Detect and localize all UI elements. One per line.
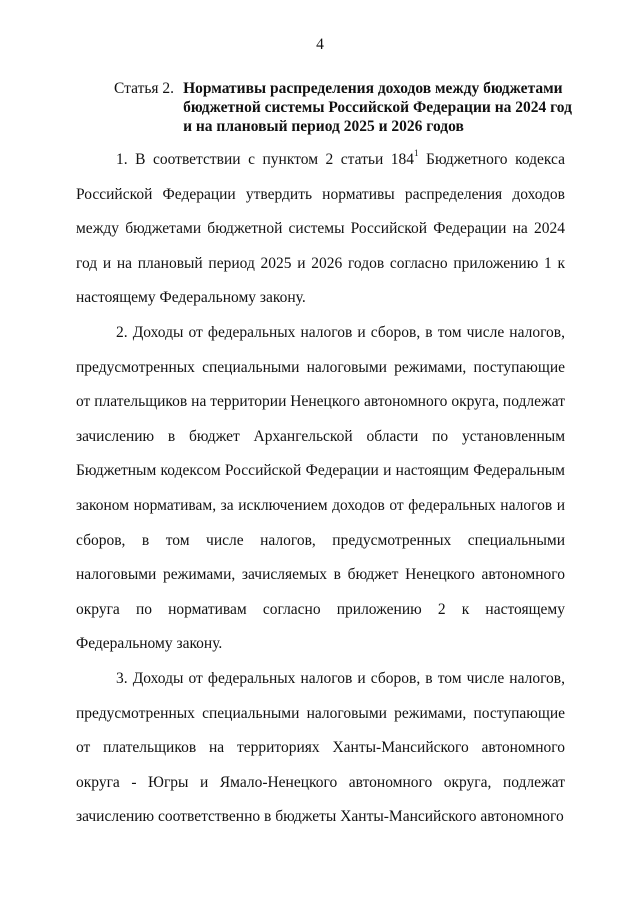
article-heading — [114, 79, 584, 136]
paragraph-1 — [76, 143, 565, 316]
paragraph-1-text-start: 1. В соответствии с пунктом 2 статьи 184 — [116, 151, 415, 168]
article-body — [76, 143, 565, 835]
paragraph-2: 2. Доходы от федеральных налогов и сборов, в том числе налогов, предусмотренных специальными налоговыми режимами, поступающие от плательщиков на территории Ненецкого автономного округа, подлежат зачислению в бюджет Архангельской области по установленным Бюджетным кодексом Российской Федерации и настоящим Федеральным законом нормативам, за исключением доходов от федеральных налогов и сборов, в том числе налогов, предусмотренных специальными налоговыми режимами, зачисляемых в бюджет Ненецкого автономного округа по нормативам согласно приложению 2 к настоящему Федеральному закону. — [76, 323, 565, 653]
article-label: Статья 2. — [114, 80, 175, 97]
article-title: Нормативы распределения доходов между бюджетами бюджетной системы Российской Федерации на 2024 год и на плановый период 2025 и 2026 годов — [183, 80, 572, 135]
superscript-footnote: 1 — [414, 148, 419, 158]
paragraph-3: 3. Доходы от федеральных налогов и сборов, в том числе налогов, предусмотренных специальными налоговыми режимами, поступающие от плательщиков на территориях Ханты-Мансийского автономного округа - Югры и Ямало-Ненецкого автономного округа, подлежат зачислению соответственно в бюджеты Ханты-Мансийского автономного — [76, 669, 565, 826]
page-number: 4 — [316, 36, 324, 53]
paragraph-1-text-end: Бюджетного кодекса Российской Федерации утвердить нормативы распределения доходов между бюджетами бюджетной системы Российской Федерации на 2024 год и на плановый период 2025 и 2026 годов согласно приложению 1 к настоящему Федеральному закону. — [76, 151, 565, 307]
